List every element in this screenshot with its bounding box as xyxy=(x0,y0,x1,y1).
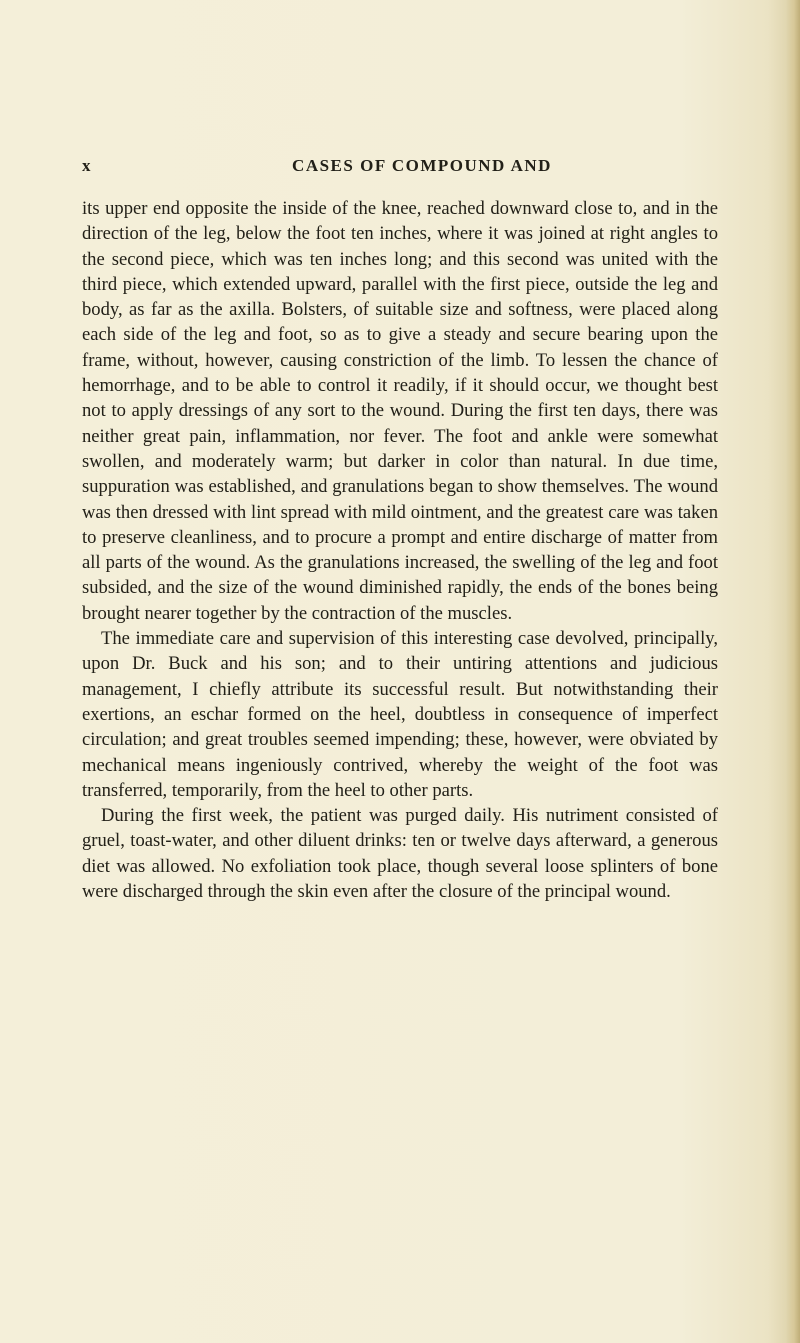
paragraph-first-week: During the first week, the patient was purged daily. His nutriment consisted of gruel, toast-water, and other diluent drinks: ten or twelve days afterward, a generous diet was allowed. No exfoliation took place, though several loose splinters of bone were discharged through the skin even after the closure of the principal wound. xyxy=(82,805,718,903)
running-title: CASES OF COMPOUND AND xyxy=(292,156,552,175)
paragraph-care-supervision: The immediate care and supervision of this interesting case devolved, principally, upon Dr. Buck and his son; and to their untiring attentions and judicious management, I chiefly attribute its successful result. But notwithstanding their exertions, an eschar formed on the heel, doubtless in consequence of imperfect circulation; and great troubles seemed impending; these, however, were obviated by mechanical means ingeniously contrived, whereby the weight of the foot was transferred, temporarily, from the heel to other parts. xyxy=(82,628,718,801)
paragraph-continued: its upper end opposite the inside of the knee, reached downward close to, and in the direction of the leg, below the foot ten inches, where it was joined at right angles to the second piece, which was ten inches long; and this second was united with the third piece, which extended upward, parallel with the first piece, outside the leg and body, as far as the axilla. Bolsters, of suitable size and softness, were placed along each side of the leg and foot, so as to give a steady and secure bearing upon the frame, without, however, causing constriction of the limb. To lessen the chance of hemorrhage, and to be able to control it readily, if it should occur, we thought best not to apply dressings of any sort to the wound. During the first ten days, there was neither great pain, inflammation, nor fever. The foot and ankle were somewhat swollen, and moderately warm; but darker in color than natural. In due time, suppuration was established, and granulations began to show themselves. The wound was then dressed with lint spread with mild ointment, and the greatest care was taken to preserve cleanliness, and to procure a prompt and entire discharge of matter from all parts of the wound. As the granulations increased, the swelling of the leg and foot subsided, and the size of the wound diminished rapidly, the ends of the bones being brought nearer together by the contraction of the muscles. xyxy=(82,198,718,624)
page-number: x xyxy=(82,156,92,175)
page-edge-shadow xyxy=(786,0,800,1343)
running-head xyxy=(82,156,722,180)
body-text xyxy=(82,196,718,904)
